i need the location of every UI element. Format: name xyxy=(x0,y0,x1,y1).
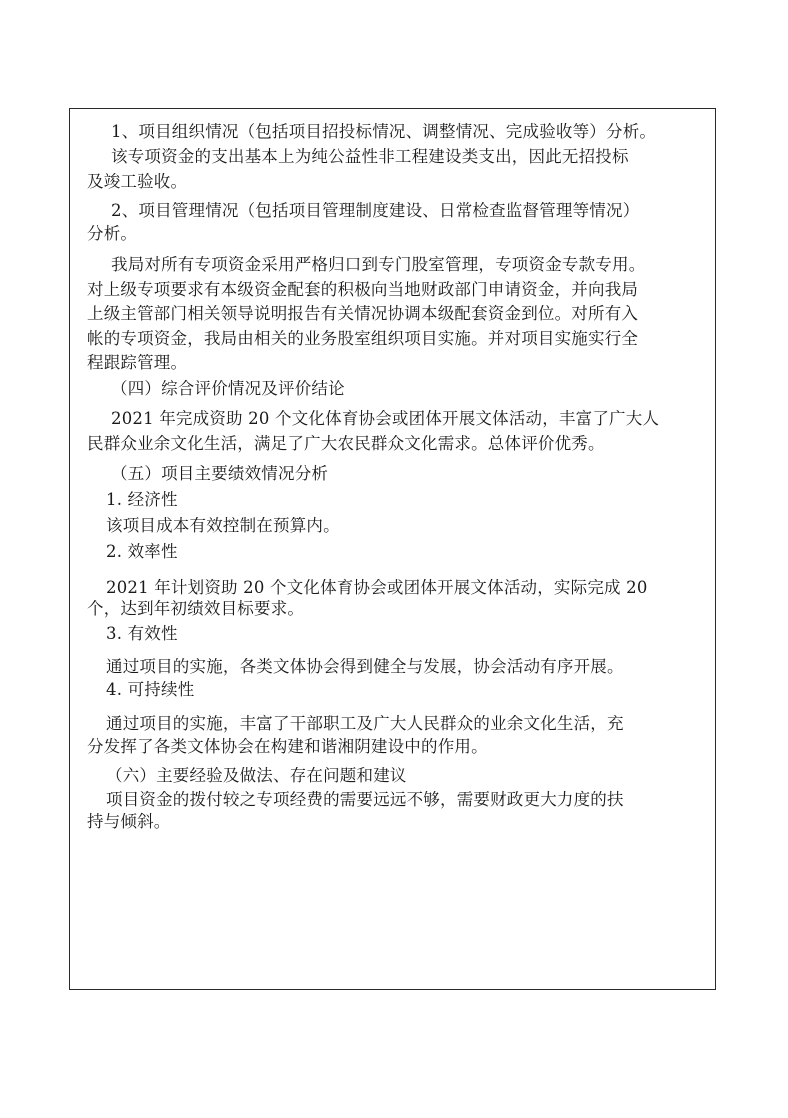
sustainability-text-line: 通过项目的实施，丰富了干部职工及广大人民群众的业余文化生活，充 xyxy=(106,714,624,733)
section-6-text-line: 持与倾斜。 xyxy=(87,812,171,831)
economy-heading: 1. 经济性 xyxy=(106,490,178,509)
item1-text-line: 该专项资金的支出基本上为纯公益性非工程建设类支出，因此无招投标 xyxy=(111,147,629,166)
item2-text-line: 我局对所有专项资金采用严格归口到专门股室管理，专项资金专款专用。 xyxy=(111,255,646,274)
item2-text-line: 上级主管部门相关领导说明报告有关情况协调本级配套资金到位。对所有入 xyxy=(87,304,639,323)
sustainability-text-line: 分发挥了各类文体协会在构建和谐湘阴建设中的作用。 xyxy=(87,737,488,756)
section-6-heading: （六）主要经验及做法、存在问题和建议 xyxy=(106,766,407,785)
section-6-text-line: 项目资金的拨付较之专项经费的需要远远不够，需要财政更大力度的扶 xyxy=(106,790,624,809)
efficiency-text-line: 个，达到年初绩效目标要求。 xyxy=(87,599,305,618)
section-4-text-line: 2021 年完成资助 20 个文化体育协会或团体开展文体活动，丰富了广大人 xyxy=(111,409,660,428)
item1-text-line: 及竣工验收。 xyxy=(87,172,188,191)
efficiency-heading: 2. 效率性 xyxy=(106,542,178,561)
item1-heading: 1、项目组织情况（包括项目招投标情况、调整情况、完成验收等）分析。 xyxy=(111,122,657,141)
section-4-heading: （四）综合评价情况及评价结论 xyxy=(111,379,345,398)
sustainability-heading: 4. 可持续性 xyxy=(106,680,195,699)
effectiveness-text: 通过项目的实施，各类文体协会得到健全与发展，协会活动有序开展。 xyxy=(106,657,624,676)
item2-text-line: 帐的专项资金，我局由相关的业务股室组织项目实施。并对项目实施实行全 xyxy=(87,329,639,348)
section-4-text-line: 民群众业余文化生活，满足了广大农民群众文化需求。总体评价优秀。 xyxy=(87,434,605,453)
effectiveness-heading: 3. 有效性 xyxy=(106,624,178,643)
item2-heading-cont: 分析。 xyxy=(87,224,138,243)
item2-text-line: 程跟踪管理。 xyxy=(87,353,188,372)
section-5-heading: （五）项目主要绩效情况分析 xyxy=(111,464,329,483)
item2-heading: 2、项目管理情况（包括项目管理制度建设、日常检查监督管理等情况） xyxy=(111,201,640,220)
item2-text-line: 对上级专项要求有本级资金配套的积极向当地财政部门申请资金，并向我局 xyxy=(87,280,639,299)
economy-text: 该项目成本有效控制在预算内。 xyxy=(106,516,340,535)
efficiency-text-line: 2021 年计划资助 20 个文化体育协会或团体开展文体活动，实际完成 20 xyxy=(106,578,648,597)
